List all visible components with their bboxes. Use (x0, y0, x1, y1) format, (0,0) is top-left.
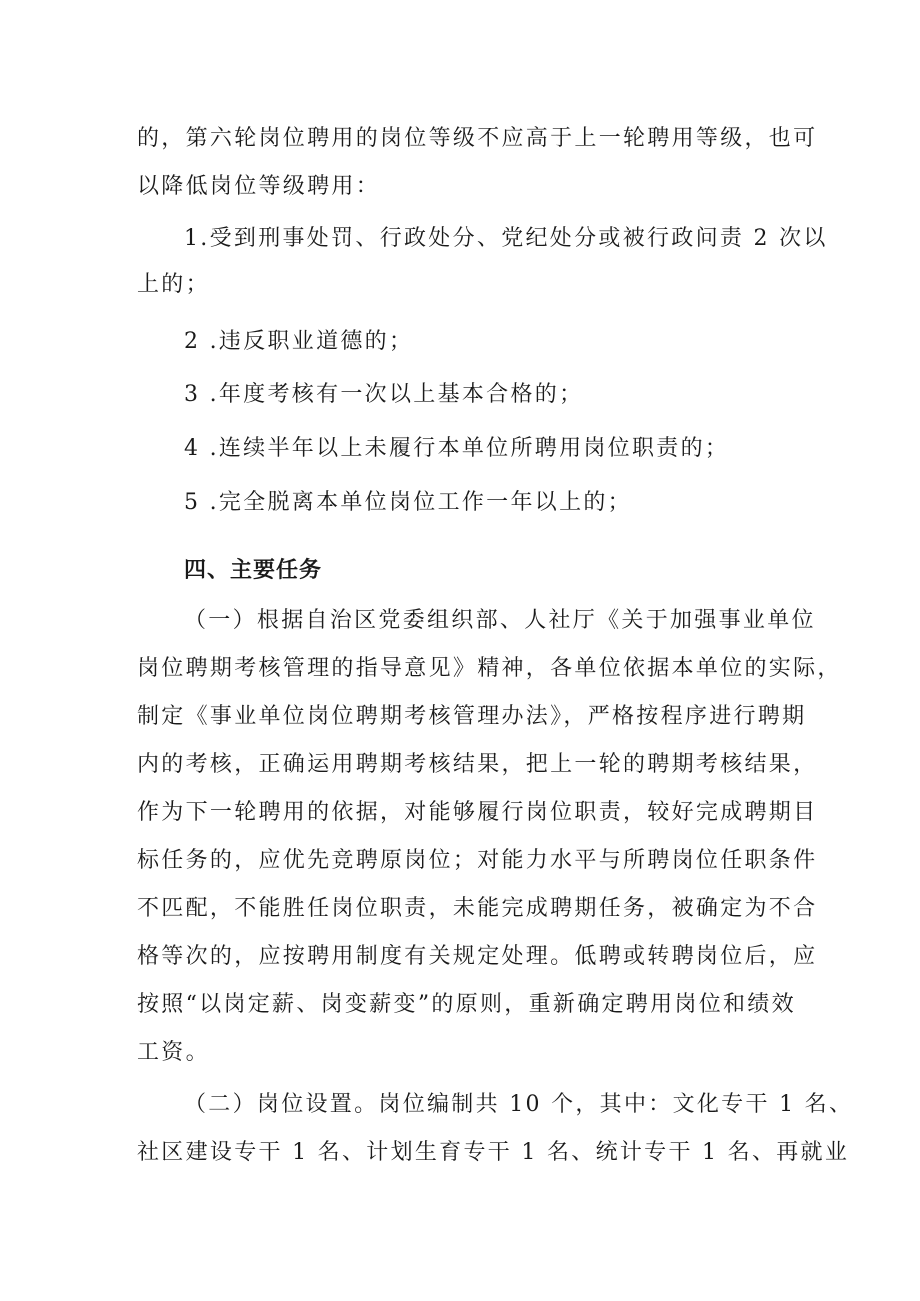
list-item: 2 .违反职业道德的； (184, 329, 414, 354)
paragraph-line: 社区建设专干 1 名、计划生育专干 1 名、统计专干 1 名、再就业 (137, 1140, 850, 1165)
paragraph-line: 制定《事业单位岗位聘期考核管理办法》，严格按程序进行聘期 (137, 704, 807, 729)
list-item: 5 .完全脱离本单位岗位工作一年以上的； (184, 490, 632, 515)
paragraph-line: 工资。 (137, 1040, 210, 1065)
paragraph-line: 按照“以岗定薪、岗变薪变”的原则，重新确定聘用岗位和绩效 (137, 992, 796, 1017)
list-item-line: 1.受到刑事处罚、行政处分、党纪处分或被行政问责 2 次以 (184, 226, 828, 251)
list-item: 4 .连续半年以上未履行本单位所聘用岗位职责的； (184, 436, 730, 461)
paragraph-line: 内的考核，正确运用聘期考核结果，把上一轮的聘期考核结果， (137, 752, 818, 777)
paragraph-line: 以降低岗位等级聘用： (137, 174, 381, 199)
paragraph-line: 作为下一轮聘用的依据，对能够履行岗位职责，较好完成聘期目 (137, 800, 818, 825)
paragraph-line: 格等次的，应按聘用制度有关规定处理。低聘或转聘岗位后，应 (137, 944, 818, 969)
list-item-line: 上的； (137, 272, 210, 297)
paragraph-line: 的，第六轮岗位聘用的岗位等级不应高于上一轮聘用等级，也可 (137, 126, 818, 151)
list-item: 3 .年度考核有一次以上基本合格的； (184, 382, 584, 407)
section-heading: 四、主要任务 (184, 558, 323, 583)
paragraph-line: 标任务的，应优先竞聘原岗位；对能力水平与所聘岗位任职条件 (137, 848, 818, 873)
paragraph-line: 岗位聘期考核管理的指导意见》精神，各单位依据本单位的实际， (137, 656, 842, 681)
paragraph-line: （二）岗位设置。岗位编制共 10 个，其中：文化专干 1 名、 (184, 1092, 854, 1117)
paragraph-line: 不匹配，不能胜任岗位职责，未能完成聘期任务，被确定为不合 (137, 896, 818, 921)
paragraph-line: （一）根据自治区党委组织部、人社厅《关于加强事业单位 (184, 608, 816, 633)
